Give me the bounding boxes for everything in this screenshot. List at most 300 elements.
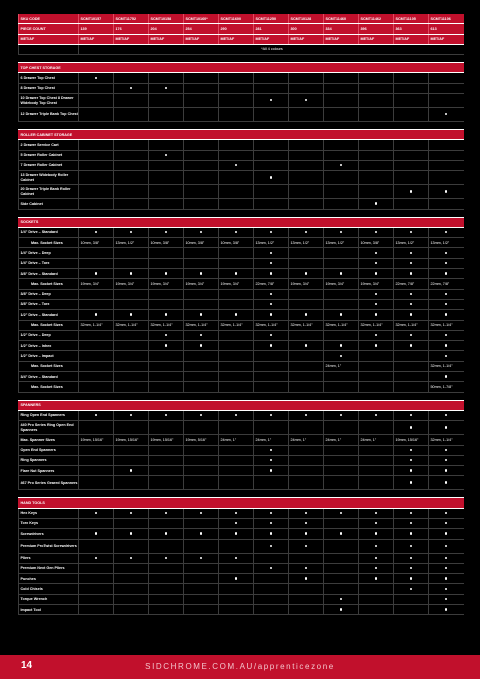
dot-cell <box>359 108 394 122</box>
sku-code-cell: SCMT11250 <box>254 14 289 24</box>
dot-cell <box>429 372 464 382</box>
dot-cell <box>324 160 359 170</box>
included-bullet-icon <box>200 272 202 274</box>
dot-cell <box>394 605 429 615</box>
section-fill <box>289 400 324 410</box>
dot-cell <box>219 445 254 455</box>
dot-cell <box>254 289 289 299</box>
dot-cell <box>394 372 429 382</box>
included-bullet-icon <box>270 313 272 315</box>
dot-cell <box>429 508 464 518</box>
included-bullet-icon <box>445 272 447 274</box>
table-row <box>19 382 464 392</box>
included-bullet-icon <box>235 414 237 416</box>
dot-cell <box>79 563 114 573</box>
dot-cell <box>289 83 324 93</box>
dot-cell <box>149 199 184 209</box>
dot-cell <box>149 150 184 160</box>
dot-cell <box>359 594 394 604</box>
row-label: 3/8" Drive – Deep <box>19 289 79 299</box>
included-bullet-icon <box>200 313 202 315</box>
dot-cell <box>254 199 289 209</box>
section-header <box>19 63 464 73</box>
dot-cell <box>184 351 219 361</box>
dot-cell <box>324 605 359 615</box>
included-bullet-icon <box>95 532 97 534</box>
dot-cell <box>149 455 184 465</box>
included-bullet-icon <box>270 272 272 274</box>
row-label: 10 Drawer Top Chest 8 Drawer Widebody Top Chest <box>19 94 79 108</box>
table-row <box>19 361 464 371</box>
dot-cell <box>429 529 464 539</box>
dot-cell <box>289 341 324 351</box>
dot-cell <box>254 140 289 150</box>
dot-cell <box>79 574 114 584</box>
dot-cell <box>184 94 219 108</box>
section-fill <box>359 400 394 410</box>
row-label: 7 Drawer Roller Cabinet <box>19 160 79 170</box>
dot-cell <box>429 330 464 340</box>
included-bullet-icon <box>375 414 377 416</box>
dot-cell <box>254 330 289 340</box>
dot-cell <box>394 553 429 563</box>
included-bullet-icon <box>270 512 272 514</box>
included-bullet-icon <box>375 202 377 204</box>
section-fill <box>114 400 149 410</box>
included-bullet-icon <box>165 154 167 156</box>
table-row <box>19 435 464 445</box>
size-cell: 32mm, 1-1/4" <box>254 320 289 330</box>
included-bullet-icon <box>445 469 447 471</box>
dot-cell <box>219 553 254 563</box>
included-bullet-icon <box>305 512 307 514</box>
dot-cell <box>324 108 359 122</box>
dot-cell <box>114 466 149 476</box>
dot-cell <box>114 269 149 279</box>
dot-cell <box>254 258 289 268</box>
metric-label: MET/AF <box>324 34 359 44</box>
dot-cell <box>114 73 149 83</box>
dot-cell <box>324 140 359 150</box>
size-cell: 24mm, 1" <box>324 435 359 445</box>
dot-cell <box>149 258 184 268</box>
dot-cell <box>149 330 184 340</box>
row-label: Max. Socket Sizes <box>19 382 79 392</box>
dot-cell <box>184 160 219 170</box>
dot-cell <box>184 269 219 279</box>
dot-cell <box>254 351 289 361</box>
section-fill <box>219 63 254 73</box>
table-row <box>19 108 464 122</box>
dot-cell <box>254 227 289 237</box>
dot-cell <box>114 289 149 299</box>
dot-cell <box>429 594 464 604</box>
dot-cell <box>219 83 254 93</box>
row-label: 1/2" Drive – Inhex <box>19 341 79 351</box>
dot-cell <box>114 258 149 268</box>
dot-cell <box>79 258 114 268</box>
section-gap <box>19 122 464 130</box>
included-bullet-icon <box>270 231 272 233</box>
size-cell: 10mm, 3/8" <box>79 238 114 248</box>
metric-label: MET/AF <box>394 34 429 44</box>
dot-cell <box>219 518 254 528</box>
row-label: Cold Chisels <box>19 584 79 594</box>
dot-cell <box>149 227 184 237</box>
dot-cell <box>289 248 324 258</box>
row-label: 1/2" Drive – Standard <box>19 310 79 320</box>
dot-cell <box>324 171 359 185</box>
row-label: 1/4" Drive – Torx <box>19 258 79 268</box>
table-row <box>19 320 464 330</box>
dot-cell <box>79 584 114 594</box>
dot-cell <box>79 269 114 279</box>
size-cell: 22mm, 7/8" <box>394 279 429 289</box>
dot-cell <box>254 185 289 199</box>
included-bullet-icon <box>375 557 377 559</box>
table-row <box>19 310 464 320</box>
dot-cell <box>359 248 394 258</box>
dot-cell <box>184 185 219 199</box>
section-header <box>19 130 464 140</box>
dot-cell <box>254 594 289 604</box>
included-bullet-icon <box>375 313 377 315</box>
section-fill <box>114 63 149 73</box>
dot-cell <box>394 269 429 279</box>
dot-cell <box>254 73 289 83</box>
dot-cell <box>149 299 184 309</box>
dot-cell <box>114 594 149 604</box>
dot-cell <box>219 476 254 490</box>
dot-cell <box>289 185 324 199</box>
included-bullet-icon <box>410 459 412 461</box>
included-bullet-icon <box>270 459 272 461</box>
dot-cell <box>114 171 149 185</box>
dot-cell <box>429 199 464 209</box>
included-bullet-icon <box>165 344 167 346</box>
section-fill <box>324 498 359 508</box>
dot-cell <box>394 594 429 604</box>
dot-cell <box>394 299 429 309</box>
included-bullet-icon <box>200 334 202 336</box>
dot-cell <box>114 199 149 209</box>
included-bullet-icon <box>340 164 342 166</box>
dot-cell <box>394 445 429 455</box>
row-label: Ring Spanners <box>19 455 79 465</box>
row-label: Premium ProTwist Screwdrivers <box>19 539 79 553</box>
dot-cell <box>324 289 359 299</box>
dot-cell <box>429 258 464 268</box>
dot-cell <box>289 605 324 615</box>
dot-cell <box>324 185 359 199</box>
section-fill <box>219 217 254 227</box>
section-header <box>19 400 464 410</box>
dot-cell <box>394 199 429 209</box>
dot-cell <box>289 171 324 185</box>
row-label: Open End Spanners <box>19 445 79 455</box>
dot-cell <box>324 341 359 351</box>
included-bullet-icon <box>235 532 237 534</box>
section-title: SOCKETS <box>19 217 79 227</box>
included-bullet-icon <box>375 262 377 264</box>
included-bullet-icon <box>375 512 377 514</box>
included-bullet-icon <box>200 231 202 233</box>
dot-cell <box>219 466 254 476</box>
table-row <box>19 518 464 528</box>
included-bullet-icon <box>165 87 167 89</box>
dot-cell <box>254 83 289 93</box>
dot-cell <box>79 421 114 435</box>
dot-cell <box>219 330 254 340</box>
section-fill <box>359 130 394 140</box>
dot-cell <box>359 227 394 237</box>
table-row <box>19 351 464 361</box>
table-row <box>19 563 464 573</box>
dot-cell <box>359 160 394 170</box>
included-bullet-icon <box>445 512 447 514</box>
included-bullet-icon <box>305 545 307 547</box>
included-bullet-icon <box>375 252 377 254</box>
dot-cell <box>149 539 184 553</box>
dot-cell <box>219 421 254 435</box>
section-fill <box>394 400 429 410</box>
included-bullet-icon <box>95 512 97 514</box>
dot-cell <box>254 563 289 573</box>
row-label: Screwdrivers <box>19 529 79 539</box>
size-cell: 10mm, 3/8" <box>149 238 184 248</box>
dot-cell <box>184 171 219 185</box>
dot-cell <box>254 539 289 553</box>
piece-count-cell: 300 <box>289 24 324 34</box>
dot-cell <box>79 553 114 563</box>
section-fill <box>254 130 289 140</box>
dot-cell <box>114 421 149 435</box>
dot-cell <box>79 199 114 209</box>
dot-cell <box>429 299 464 309</box>
included-bullet-icon <box>305 272 307 274</box>
footer-url[interactable]: SIDCHROME.COM.AU/apprenticezone <box>145 662 335 671</box>
included-bullet-icon <box>130 557 132 559</box>
included-bullet-icon <box>375 231 377 233</box>
dot-cell <box>359 421 394 435</box>
dot-cell <box>219 455 254 465</box>
dot-cell <box>79 299 114 309</box>
dot-cell <box>114 539 149 553</box>
size-cell: 19mm, 3/4" <box>359 279 394 289</box>
table-row <box>19 185 464 199</box>
dot-cell <box>359 574 394 584</box>
dot-cell <box>149 605 184 615</box>
dot-cell <box>324 445 359 455</box>
size-cell: 32mm, 1-1/4" <box>149 320 184 330</box>
dot-cell <box>324 476 359 490</box>
included-bullet-icon <box>270 252 272 254</box>
dot-cell <box>219 341 254 351</box>
section-fill <box>359 498 394 508</box>
metric-label: MET/AF <box>149 34 184 44</box>
dot-cell <box>114 150 149 160</box>
dot-cell <box>324 508 359 518</box>
size-cell: 10mm, 3/8" <box>219 238 254 248</box>
included-bullet-icon <box>235 577 237 579</box>
dot-cell <box>114 351 149 361</box>
included-bullet-icon <box>235 557 237 559</box>
included-bullet-icon <box>375 545 377 547</box>
section-fill <box>324 130 359 140</box>
dot-cell <box>114 584 149 594</box>
dot-cell <box>254 171 289 185</box>
included-bullet-icon <box>235 522 237 524</box>
dot-cell <box>184 574 219 584</box>
size-cell: 32mm, 1-1/4" <box>114 320 149 330</box>
included-bullet-icon <box>375 522 377 524</box>
size-cell: 24mm, 1" <box>219 435 254 445</box>
dot-cell <box>149 372 184 382</box>
included-bullet-icon <box>200 414 202 416</box>
included-bullet-icon <box>270 334 272 336</box>
included-bullet-icon <box>130 313 132 315</box>
table-row <box>19 289 464 299</box>
section-fill <box>184 498 219 508</box>
dot-cell <box>149 269 184 279</box>
size-cell: 10mm, 3/8" <box>359 238 394 248</box>
dot-cell <box>289 199 324 209</box>
included-bullet-icon <box>445 481 447 483</box>
dot-cell <box>324 83 359 93</box>
dot-cell <box>149 108 184 122</box>
dot-cell <box>324 584 359 594</box>
included-bullet-icon <box>445 113 447 115</box>
included-bullet-icon <box>130 231 132 233</box>
dot-cell <box>289 574 324 584</box>
dot-cell <box>429 455 464 465</box>
size-cell <box>219 361 254 371</box>
table-row <box>19 529 464 539</box>
row-label: 1/4" Drive – Deep <box>19 248 79 258</box>
dot-cell <box>184 594 219 604</box>
dot-cell <box>219 185 254 199</box>
included-bullet-icon <box>270 522 272 524</box>
size-cell <box>394 382 429 392</box>
included-bullet-icon <box>130 87 132 89</box>
row-label: Max. Socket Sizes <box>19 238 79 248</box>
included-bullet-icon <box>270 303 272 305</box>
dot-cell <box>79 248 114 258</box>
included-bullet-icon <box>410 272 412 274</box>
dot-cell <box>184 563 219 573</box>
piece-count-cell: 254 <box>184 24 219 34</box>
included-bullet-icon <box>130 414 132 416</box>
size-cell: 32mm, 1-1/4" <box>359 320 394 330</box>
dot-cell <box>429 248 464 258</box>
dot-cell <box>254 605 289 615</box>
dot-cell <box>184 199 219 209</box>
included-bullet-icon <box>445 426 447 428</box>
gap-cell <box>19 209 464 217</box>
included-bullet-icon <box>165 231 167 233</box>
dot-cell <box>149 310 184 320</box>
dot-cell <box>289 455 324 465</box>
included-bullet-icon <box>305 414 307 416</box>
size-cell: 19mm, 3/4" <box>324 279 359 289</box>
row-label: 5 Drawer Roller Cabinet <box>19 150 79 160</box>
colours-note-row <box>19 44 464 54</box>
dot-cell <box>184 539 219 553</box>
included-bullet-icon <box>445 414 447 416</box>
included-bullet-icon <box>375 344 377 346</box>
dot-cell <box>219 351 254 361</box>
table-row <box>19 171 464 185</box>
row-label: Pliers <box>19 553 79 563</box>
size-cell: 19mm, 3/4" <box>219 279 254 289</box>
table-row <box>19 341 464 351</box>
dot-cell <box>429 140 464 150</box>
dot-cell <box>359 466 394 476</box>
dot-cell <box>429 584 464 594</box>
included-bullet-icon <box>305 344 307 346</box>
section-fill <box>289 130 324 140</box>
dot-cell <box>394 227 429 237</box>
dot-cell <box>149 289 184 299</box>
dot-cell <box>149 466 184 476</box>
size-cell <box>149 382 184 392</box>
size-cell <box>114 361 149 371</box>
dot-cell <box>394 248 429 258</box>
dot-cell <box>114 553 149 563</box>
dot-cell <box>79 330 114 340</box>
dot-cell <box>79 73 114 83</box>
dot-cell <box>289 539 324 553</box>
section-fill <box>79 400 114 410</box>
dot-cell <box>429 518 464 528</box>
row-label: Premium Next Gen Pliers <box>19 563 79 573</box>
included-bullet-icon <box>95 77 97 79</box>
dot-cell <box>324 574 359 584</box>
dot-cell <box>324 553 359 563</box>
dot-cell <box>114 445 149 455</box>
dot-cell <box>324 258 359 268</box>
included-bullet-icon <box>445 375 447 377</box>
section-fill <box>394 63 429 73</box>
piece-count-cell: 139 <box>79 24 114 34</box>
included-bullet-icon <box>445 588 447 590</box>
table-row <box>19 279 464 289</box>
dot-cell <box>219 508 254 518</box>
included-bullet-icon <box>305 577 307 579</box>
piece-count-cell: 334 <box>324 24 359 34</box>
included-bullet-icon <box>340 231 342 233</box>
dot-cell <box>79 372 114 382</box>
section-header <box>19 217 464 227</box>
section-title: TOP CHEST STORAGE <box>19 63 79 73</box>
included-bullet-icon <box>270 545 272 547</box>
metric-label: MET/AF <box>359 34 394 44</box>
dot-cell <box>184 518 219 528</box>
dot-cell <box>359 94 394 108</box>
included-bullet-icon <box>305 99 307 101</box>
table-row <box>19 421 464 435</box>
dot-cell <box>289 476 324 490</box>
section-fill <box>79 498 114 508</box>
row-label: 2 Drawer Service Cart <box>19 140 79 150</box>
included-bullet-icon <box>130 532 132 534</box>
dot-cell <box>394 330 429 340</box>
included-bullet-icon <box>165 557 167 559</box>
dot-cell <box>219 73 254 83</box>
section-fill <box>149 498 184 508</box>
section-fill <box>254 498 289 508</box>
dot-cell <box>149 73 184 83</box>
